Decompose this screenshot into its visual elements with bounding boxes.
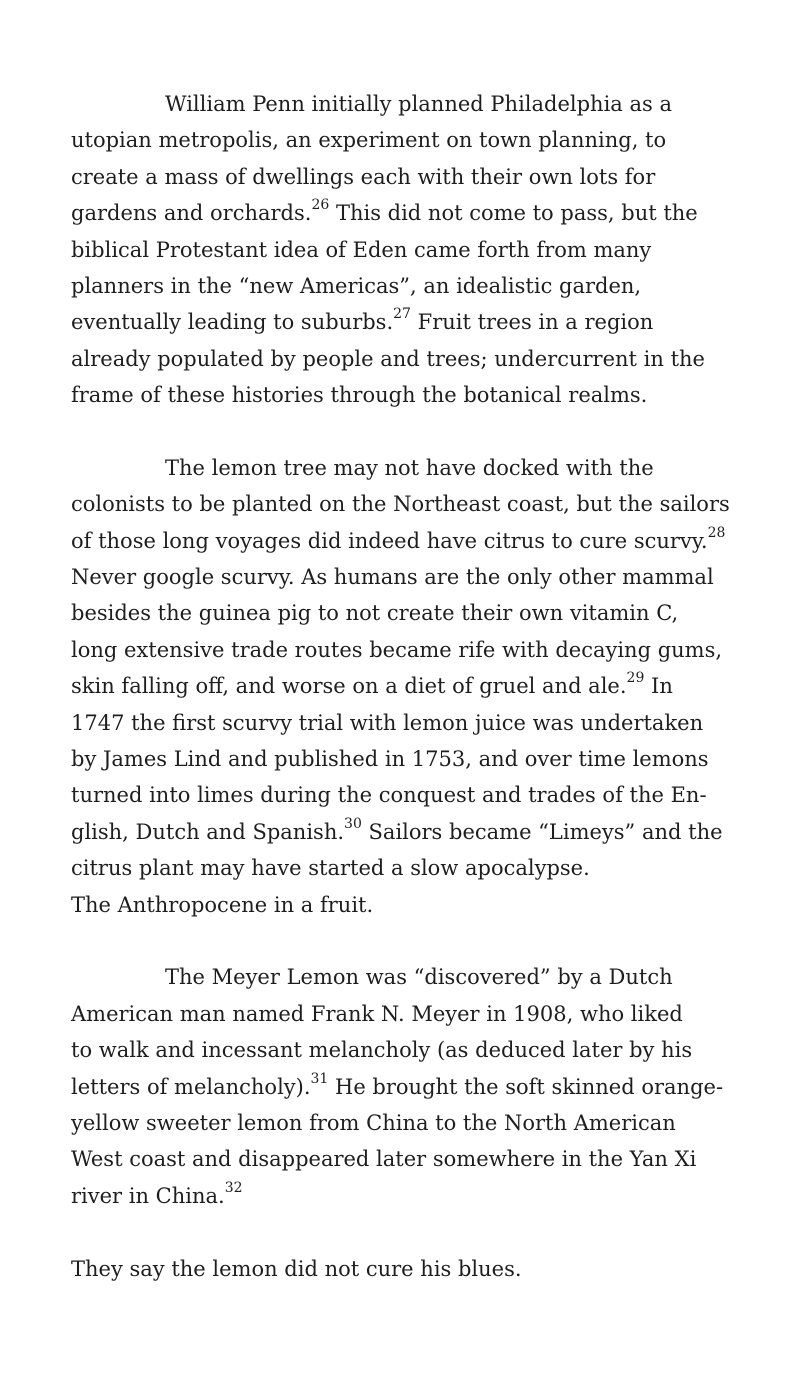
text-line: Never google scurvy. As humans are the only other mammal — [71, 565, 714, 590]
footnote-30: 30 — [344, 815, 362, 832]
paragraph-gap — [71, 1214, 751, 1250]
text-line: besides the guinea pig to not create their own vitamin C, — [71, 601, 679, 626]
footnote-28: 28 — [707, 524, 726, 541]
text-line: planners in the “new Americas”, an idealistic garden, — [71, 273, 642, 298]
footnote-27: 27 — [393, 306, 411, 323]
document-page — [71, 86, 751, 1287]
text-line: already populated by people and trees; undercurrent in the — [71, 346, 705, 371]
text-span: skin falling off, and worse on a diet of gruel and ale. — [71, 674, 627, 699]
text-span: of those long voyages did indeed have citrus to cure scurvy. — [71, 528, 708, 553]
text-line: to walk and incessant melancholy (as deduced later by his — [71, 1038, 693, 1063]
text-line: They say the lemon did not cure his blues. — [71, 1256, 522, 1281]
text-line: American man named Frank N. Meyer in 1908, who liked — [71, 1001, 683, 1026]
text-line — [71, 195, 751, 231]
text-line — [71, 1069, 751, 1105]
text-line — [71, 304, 751, 340]
footnote-26: 26 — [311, 197, 330, 214]
paragraph-gap — [71, 923, 751, 959]
text-line — [71, 668, 751, 704]
footnote-31: 31 — [310, 1070, 329, 1087]
text-span: He brought the soft skinned orange- — [328, 1074, 724, 1099]
footnote-29: 29 — [626, 670, 645, 687]
text-line: yellow sweeter lemon from China to the North American — [71, 1110, 676, 1135]
text-line: long extensive trade routes became rife with decaying gums, — [71, 637, 723, 662]
text-line: citrus plant may have started a slow apocalypse. — [71, 856, 590, 881]
text-line — [71, 523, 751, 559]
text-line: William Penn initially planned Philadelphia as a — [165, 92, 672, 116]
paragraph-gap — [71, 414, 751, 450]
text-span: gardens and orchards. — [71, 201, 312, 226]
text-line: biblical Protestant idea of Eden came forth from many — [71, 237, 652, 262]
text-span: river in China. — [71, 1183, 225, 1208]
text-line — [71, 1178, 751, 1214]
text-span: This did not come to pass, but the — [329, 201, 698, 226]
text-line: turned into limes during the conquest and trades of the En- — [71, 783, 707, 808]
text-span: glish, Dutch and Spanish. — [71, 819, 345, 844]
paragraph-penn — [71, 86, 751, 414]
text-span: eventually leading to suburbs. — [71, 310, 394, 335]
text-line: The Meyer Lemon was “discovered” by a Dutch — [165, 965, 673, 990]
text-span: Fruit trees in a region — [410, 310, 654, 335]
paragraph-lemon-scurvy — [71, 450, 751, 923]
text-line: create a mass of dwellings each with their own lots for — [71, 164, 656, 189]
text-line: West coast and disappeared later somewhere in the Yan Xi — [71, 1147, 697, 1172]
text-line: 1747 the first scurvy trial with lemon juice was undertaken — [71, 710, 704, 735]
text-line: utopian metropolis, an experiment on town planning, to — [71, 128, 667, 153]
paragraph-meyer-lemon — [71, 959, 751, 1214]
text-span: In — [644, 674, 673, 699]
text-line: by James Lind and published in 1753, and over time lemons — [71, 747, 709, 772]
text-line: colonists to be planted on the Northeast coast, but the sailors — [71, 492, 730, 517]
footnote-32: 32 — [224, 1179, 243, 1196]
text-line: frame of these histories through the botanical realms. — [71, 383, 648, 408]
text-line: The Anthropocene in a fruit. — [71, 892, 374, 917]
text-line — [71, 814, 751, 850]
paragraph-closing — [71, 1251, 751, 1287]
text-span: Sailors became “Limeys” and the — [361, 819, 723, 844]
text-line: The lemon tree may not have docked with the — [165, 455, 654, 480]
text-span: letters of melancholy). — [71, 1074, 311, 1099]
